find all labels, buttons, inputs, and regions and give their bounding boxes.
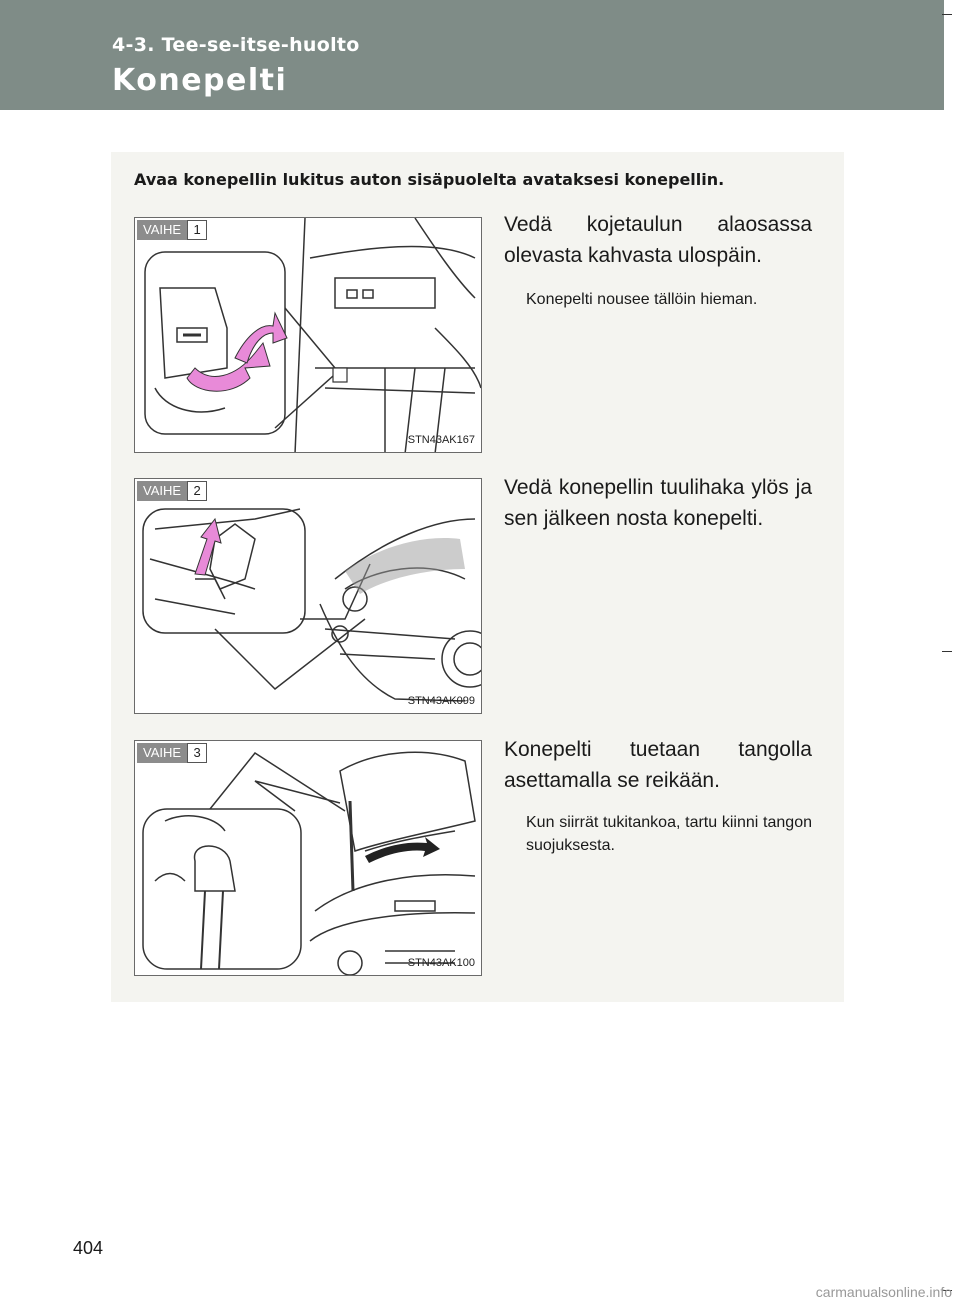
crop-mark bbox=[942, 14, 952, 15]
figure-step-1 bbox=[134, 217, 482, 453]
hood-release-lever-illustration bbox=[135, 218, 482, 453]
step-tag bbox=[137, 743, 207, 763]
figure-step-2 bbox=[134, 478, 482, 714]
step-tag-number: 3 bbox=[187, 743, 207, 763]
step-tag-word: VAIHE bbox=[137, 743, 187, 763]
step-1-text: Vedä kojetaulun alaosassa olevasta kahvasta ulospäin. bbox=[504, 213, 812, 267]
step-1-note: Konepelti nousee tällöin hieman. bbox=[526, 291, 758, 308]
step-tag-word: VAIHE bbox=[137, 481, 187, 501]
step-3-note: Kun siirrät tukitankoa, tartu kiinni tangon suojuksesta. bbox=[526, 814, 812, 854]
step-2-text: Vedä konepellin tuulihaka ylös ja sen jälkeen nosta konepelti. bbox=[504, 476, 812, 530]
step-tag-number: 1 bbox=[187, 220, 207, 240]
page-number: 404 bbox=[73, 1238, 104, 1258]
crop-mark bbox=[942, 651, 952, 652]
intro-text: Avaa konepellin lukitus auton sisäpuolelta avataksesi konepellin. bbox=[134, 170, 725, 189]
step-tag-number: 2 bbox=[187, 481, 207, 501]
figure-code: STN43AK100 bbox=[407, 957, 475, 969]
watermark-link[interactable]: carmanualsonline.info bbox=[815, 1284, 952, 1300]
section-label: 4-3. Tee-se-itse-huolto bbox=[112, 34, 360, 56]
step-3-text: Konepelti tuetaan tangolla asettamalla se reikään. bbox=[504, 738, 812, 792]
figure-code: STN43AK099 bbox=[407, 695, 475, 707]
step-tag bbox=[137, 220, 207, 240]
step-tag-word: VAIHE bbox=[137, 220, 187, 240]
step-tag bbox=[137, 481, 207, 501]
figure-code: STN43AK167 bbox=[407, 434, 475, 446]
support-rod-illustration bbox=[135, 741, 482, 976]
hood-latch-illustration bbox=[135, 479, 482, 714]
figure-step-3 bbox=[134, 740, 482, 976]
page-title: Konepelti bbox=[112, 63, 288, 98]
header-bar bbox=[0, 0, 944, 110]
